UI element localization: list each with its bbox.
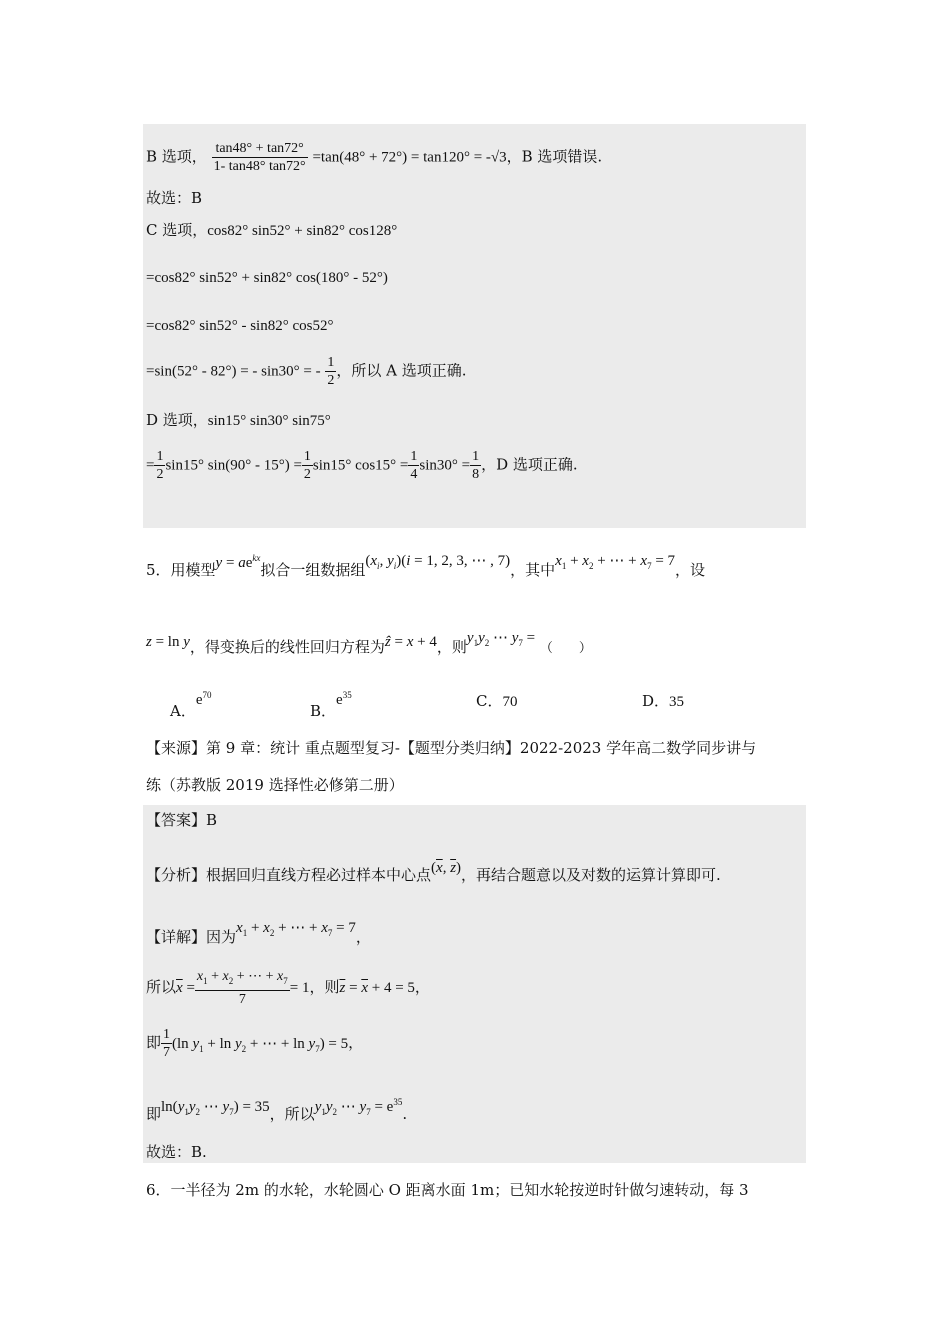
b-fraction: $\frac{\tan 48^\circ + \tan 72^\circ}{1- \tan 48^\circ \tan 72^\circ}$ bbox=[213, 141, 306, 174]
c-step-1: =cos82° sin52° + sin82° cos(180° - 52°) bbox=[146, 270, 388, 286]
d-step: = $\frac{1}{2}$ sin15° sin(90° - 15°) = $\frac{1}{2}$ sin15° cos15° = $\frac{1}{4}$ sin30° = $\frac{1}{8}$ ，D 选项正确. bbox=[146, 449, 578, 482]
c-step-2: =cos82° sin52° - sin82° cos52° bbox=[146, 318, 334, 334]
b-option-line: B 选项， $\frac{\tan 48^\circ + \tan 72^\circ}{1- \tan 48^\circ \tan 72^\circ}$ =tan(48° + 72°) = tan120° = -√3，B 选项错误. bbox=[146, 141, 603, 174]
analysis: 【分析】根据回归直线方程必过样本中心点($\overline{x}$, $\overline{z}$)，再结合题意以及对数的运算计算即可. bbox=[146, 860, 721, 884]
detail: 【详解】因为$x_1 + x_2$ + ⋯ + $x_7 = 7$， bbox=[146, 920, 371, 946]
so-step-2: 即 $\frac{1}{7}$ (ln $y_1 + \ln y_2$ + ⋯ + $\ln y_7) = 5$， bbox=[146, 1027, 364, 1060]
d-option-line: D 选项，sin15° sin30° sin75° bbox=[146, 411, 331, 429]
c-step-3: =sin(52° - 82°) = - sin30° = - $\frac{1}{2}$ ，所以 A 选项正确. bbox=[146, 355, 467, 388]
source-line-1: 【来源】第 9 章：统计 重点题型复习-【题型分类归纳】2022-2023 学年高二数学同步讲与 bbox=[146, 739, 757, 757]
answer: 【答案】B bbox=[146, 811, 218, 829]
q5-line-1: 5．用模型$y = ae^{kx}$拟合一组数据组($x_i$, $y_i)(i = 1$, 2, 3, ⋯ , 7)，其中$x_1 + x_2$ + ⋯ + $x_7 = 7$，设 bbox=[146, 553, 706, 579]
q5-line-2: z = ln y，得变换后的线性回归方程为ẑ = x + 4，则$y_1y_2$ ⋯ $y_7$ = （ ） bbox=[146, 630, 592, 656]
source-line-2: 练（苏教版 2019 选择性必修第二册） bbox=[146, 776, 404, 794]
so-step-1: 所以$\overline{x}$ = $\frac{x_1 + x_2 + \cdots + x_7}{7}$ = 1，则$\overline{z} = \overline{x} + 4 = 5$， bbox=[146, 969, 430, 1007]
b-result: =tan(48° + 72°) = tan120° = -√3 bbox=[312, 149, 507, 166]
c-option-line: C 选项，cos82° sin52° + sin82° cos128° bbox=[146, 221, 398, 239]
b-conclusion: 故选：B bbox=[146, 189, 203, 207]
q6-line: 6．一半径为 2m 的水轮，水轮圆心 O 距离水面 1m；已知水轮按逆时针做匀速转动，每 3 bbox=[146, 1181, 749, 1199]
option-c[interactable]: C．70 bbox=[476, 692, 518, 710]
so-step-3: 即$\ln(y_1y_2$ ⋯ $y_7) = 35$，所以$y_1y_2$ ⋯ $y_7 = e^{35}$. bbox=[146, 1097, 408, 1123]
option-b[interactable]: B．$e^{35}$ bbox=[310, 690, 352, 720]
option-a[interactable]: A．$e^{70}$ bbox=[170, 690, 212, 720]
option-d[interactable]: D．35 bbox=[642, 692, 685, 710]
final-answer: 故选：B. bbox=[146, 1143, 207, 1161]
